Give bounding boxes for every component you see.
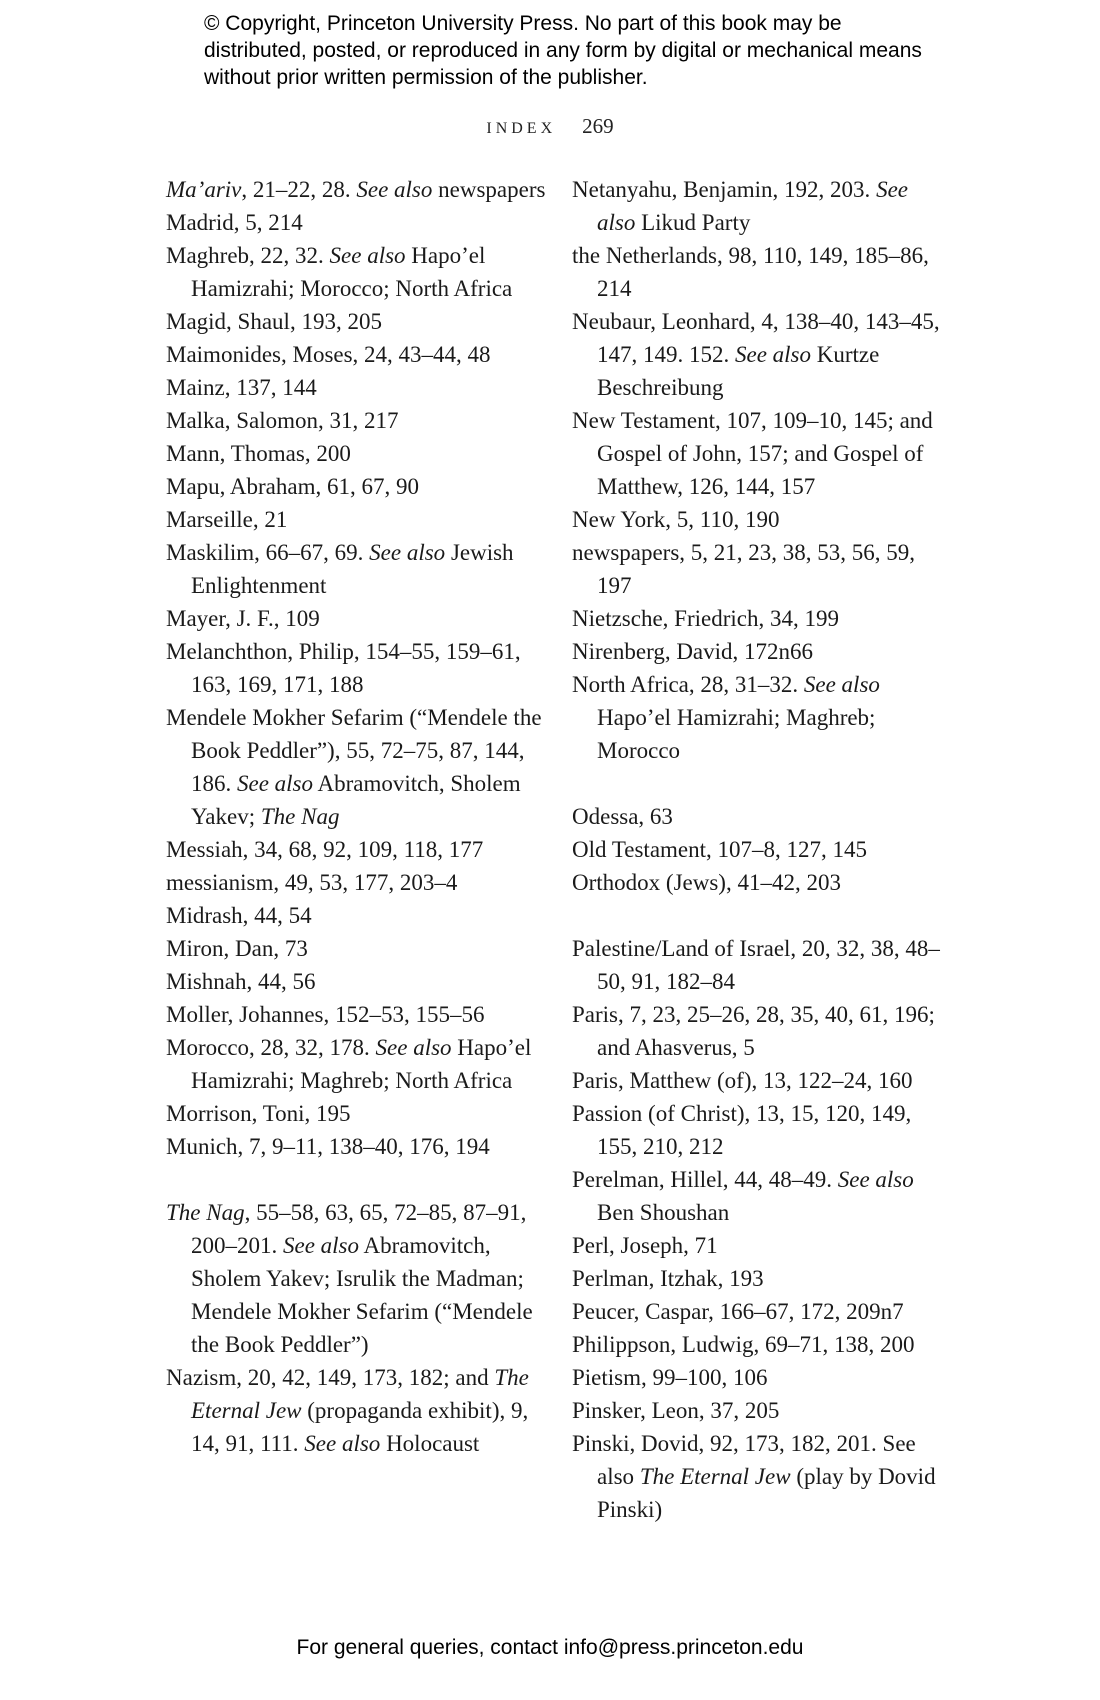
index-entry (166, 173, 548, 206)
entry-segment: Palestine/Land of Israel, 20, 32, 38, 48–50, 91, 182–84 (572, 936, 940, 994)
index-entry (166, 536, 548, 602)
entry-segment: See also (803, 672, 880, 697)
entry-segment: Peucer, Caspar, 166–67, 172, 209n7 (572, 1299, 904, 1324)
index-entry (166, 239, 548, 305)
entry-segment: Mendele Mokher Sefarim (“Mendele the Book Peddler”), 55, 72–75, 87, 144, 186. (166, 705, 548, 796)
entry-segment: newspapers, 5, 21, 23, 38, 53, 56, 59, 197 (572, 540, 921, 598)
entry-segment: Magid, Shaul, 193, 205 (166, 309, 382, 334)
entry-segment: Odessa, 63 (572, 804, 673, 829)
index-entry (572, 932, 944, 998)
index-entry (572, 404, 944, 503)
running-head (0, 114, 1100, 139)
entry-segment: the Netherlands, 98, 110, 149, 185–86, 214 (572, 243, 935, 301)
index-entry (572, 1163, 944, 1229)
index-entry (166, 503, 548, 536)
index-entry (166, 635, 548, 701)
entry-segment: North Africa, 28, 31–32. (572, 672, 804, 697)
entry-segment: messianism, 49, 53, 177, 203–4 (166, 870, 458, 895)
index-entry (166, 371, 548, 404)
index-entry (166, 932, 548, 965)
entry-segment: Perelman, Hillel, 44, 48–49. (572, 1167, 838, 1192)
index-entry (166, 305, 548, 338)
entry-segment: Malka, Salomon, 31, 217 (166, 408, 399, 433)
entry-segment: Hapo’el Hamizrahi; Morocco; North Africa (191, 243, 513, 301)
entry-segment: Nietzsche, Friedrich, 34, 199 (572, 606, 839, 631)
index-column-left (166, 173, 548, 1460)
index-entry (572, 503, 944, 536)
entry-segment: See also (369, 540, 446, 565)
index-entry (572, 635, 944, 668)
entry-segment: Pietism, 99–100, 106 (572, 1365, 768, 1390)
entry-segment: Orthodox (Jews), 41–42, 203 (572, 870, 841, 895)
entry-segment: New Testament, 107, 109–10, 145; and Gospel of John, 157; and Gospel of Matthew, 126, 144, 157 (572, 408, 939, 499)
entry-segment: Mainz, 137, 144 (166, 375, 317, 400)
entry-segment: Marseille, 21 (166, 507, 288, 532)
index-entry (572, 536, 944, 602)
entry-segment: Maghreb, 22, 32. (166, 243, 330, 268)
entry-segment: Ben Shoushan (597, 1167, 920, 1225)
entry-segment: See also (375, 1035, 452, 1060)
entry-segment: Kurtze Beschreibung (597, 342, 886, 400)
index-entry (166, 1361, 548, 1460)
index-entry (572, 1097, 944, 1163)
index-entry (572, 668, 944, 767)
entry-segment: Nazism, 20, 42, 149, 173, 182; and (166, 1365, 495, 1390)
footer-contact: For general queries, contact info@press.princeton.edu (296, 1636, 804, 1659)
index-entry (572, 1229, 944, 1262)
index-entry (166, 965, 548, 998)
entry-segment: Nirenberg, David, 172n66 (572, 639, 814, 664)
entry-segment: Morrison, Toni, 195 (166, 1101, 351, 1126)
entry-segment: Abramovitch, Sholem Yakev; Isrulik the Madman; Mendele Mokher Sefarim (“Mendele the Book Peddler”) (191, 1233, 539, 1357)
entry-segment: Melanchthon, Philip, 154–55, 159–61, 163, 169, 171, 188 (166, 639, 527, 697)
index-entry (166, 1130, 548, 1163)
entry-segment: Munich, 7, 9–11, 138–40, 176, 194 (166, 1134, 490, 1159)
entry-segment: Perl, Joseph, 71 (572, 1233, 718, 1258)
entry-segment: Neubaur, Leonhard, 4, 138–40, 143–45, 147, 149. 152. (572, 309, 946, 367)
index-entry (166, 470, 548, 503)
entry-segment: newspapers (432, 177, 546, 202)
index-entry (166, 602, 548, 635)
index-entry (572, 998, 944, 1064)
entry-segment: New York, 5, 110, 190 (572, 507, 780, 532)
entry-segment: , 55–58, 63, 65, 72–85, 87–91, 200–201. (191, 1200, 533, 1258)
index-entry (572, 305, 944, 404)
entry-segment: Moller, Johannes, 152–53, 155–56 (166, 1002, 485, 1027)
index-entry (166, 404, 548, 437)
index-entry (572, 1262, 944, 1295)
entry-segment: See also (237, 771, 314, 796)
entry-segment: Midrash, 44, 54 (166, 903, 312, 928)
index-entry (572, 602, 944, 635)
index-entry (572, 800, 944, 833)
entry-segment: Abramovitch, Sholem Yakev; (191, 771, 526, 829)
entry-segment: Paris, Matthew (of), 13, 122–24, 160 (572, 1068, 913, 1093)
entry-segment: Perlman, Itzhak, 193 (572, 1266, 764, 1291)
entry-segment: Ma’ariv (166, 177, 242, 202)
entry-segment: Philippson, Ludwig, 69–71, 138, 200 (572, 1332, 915, 1357)
entry-segment: See also (735, 342, 812, 367)
index-entry (572, 173, 944, 239)
entry-segment: Holocaust (380, 1431, 480, 1456)
entry-segment: Mann, Thomas, 200 (166, 441, 351, 466)
entry-segment: See also (329, 243, 406, 268)
entry-segment: The Eternal Jew (191, 1365, 535, 1423)
index-entry (166, 701, 548, 833)
index-entry (166, 1031, 548, 1097)
entry-segment: Paris, 7, 23, 25–26, 28, 35, 40, 61, 196; and Ahasverus, 5 (572, 1002, 941, 1060)
index-entry (572, 239, 944, 305)
entry-segment: Mapu, Abraham, 61, 67, 90 (166, 474, 419, 499)
entry-segment: Likud Party (635, 210, 751, 235)
index-entry (166, 866, 548, 899)
index-entry (572, 1328, 944, 1361)
entry-segment: See also (837, 1167, 914, 1192)
entry-segment: Maimonides, Moses, 24, 43–44, 48 (166, 342, 491, 367)
entry-segment: Hapo’el Hamizrahi; Maghreb; Morocco (597, 672, 886, 763)
entry-segment: Passion (of Christ), 13, 15, 120, 149, 155, 210, 212 (572, 1101, 917, 1159)
index-entry (572, 1361, 944, 1394)
entry-segment: See also (283, 1233, 360, 1258)
index-entry (572, 833, 944, 866)
entry-segment: Morocco, 28, 32, 178. (166, 1035, 376, 1060)
entry-segment: The Nag (260, 804, 340, 829)
entry-segment: Jewish Enlightenment (191, 540, 520, 598)
index-entry (572, 1427, 944, 1526)
entry-segment: Madrid, 5, 214 (166, 210, 303, 235)
entry-segment: (play by Dovid Pinski) (597, 1464, 942, 1522)
entry-segment: Pinsker, Leon, 37, 205 (572, 1398, 780, 1423)
index-entry (166, 1196, 548, 1361)
entry-segment: The Eternal Jew (639, 1464, 791, 1489)
entry-segment: See also (304, 1431, 381, 1456)
entry-segment: Messiah, 34, 68, 92, 109, 118, 177 (166, 837, 484, 862)
entry-segment: Netanyahu, Benjamin, 192, 203. (572, 177, 877, 202)
index-entry (166, 437, 548, 470)
page-number: 269 (582, 114, 614, 138)
index-entry (166, 998, 548, 1031)
index-entry (166, 338, 548, 371)
running-head-label: INDEX (486, 120, 557, 137)
index-entry (572, 1394, 944, 1427)
entry-segment: (propaganda exhibit), 9, 14, 91, 111. (191, 1398, 534, 1456)
entry-segment: Pinski, Dovid, 92, 173, 182, 201. See also (572, 1431, 922, 1489)
entry-segment: , 21–22, 28. (241, 177, 357, 202)
entry-segment: Mayer, J. F., 109 (166, 606, 320, 631)
index-entry (572, 1295, 944, 1328)
index-entry (166, 206, 548, 239)
index-column-right (572, 173, 944, 1526)
index-entry (166, 1097, 548, 1130)
entry-segment: Old Testament, 107–8, 127, 145 (572, 837, 868, 862)
index-entry (166, 899, 548, 932)
index-entry (572, 1064, 944, 1097)
entry-segment: Hapo’el Hamizrahi; Maghreb; North Africa (191, 1035, 538, 1093)
entry-segment: See also (356, 177, 433, 202)
entry-segment: Miron, Dan, 73 (166, 936, 308, 961)
copyright-notice: © Copyright, Princeton University Press. No part of this book may be distributed, posted, or reproduced in any form by digital or mechanical means without prior written permission of the publisher. (204, 12, 922, 89)
entry-segment: See also (597, 177, 914, 235)
index-entry (572, 866, 944, 899)
index-entry (166, 833, 548, 866)
entry-segment: Maskilim, 66–67, 69. (166, 540, 370, 565)
entry-segment: Mishnah, 44, 56 (166, 969, 316, 994)
entry-segment: The Nag (166, 1200, 245, 1225)
